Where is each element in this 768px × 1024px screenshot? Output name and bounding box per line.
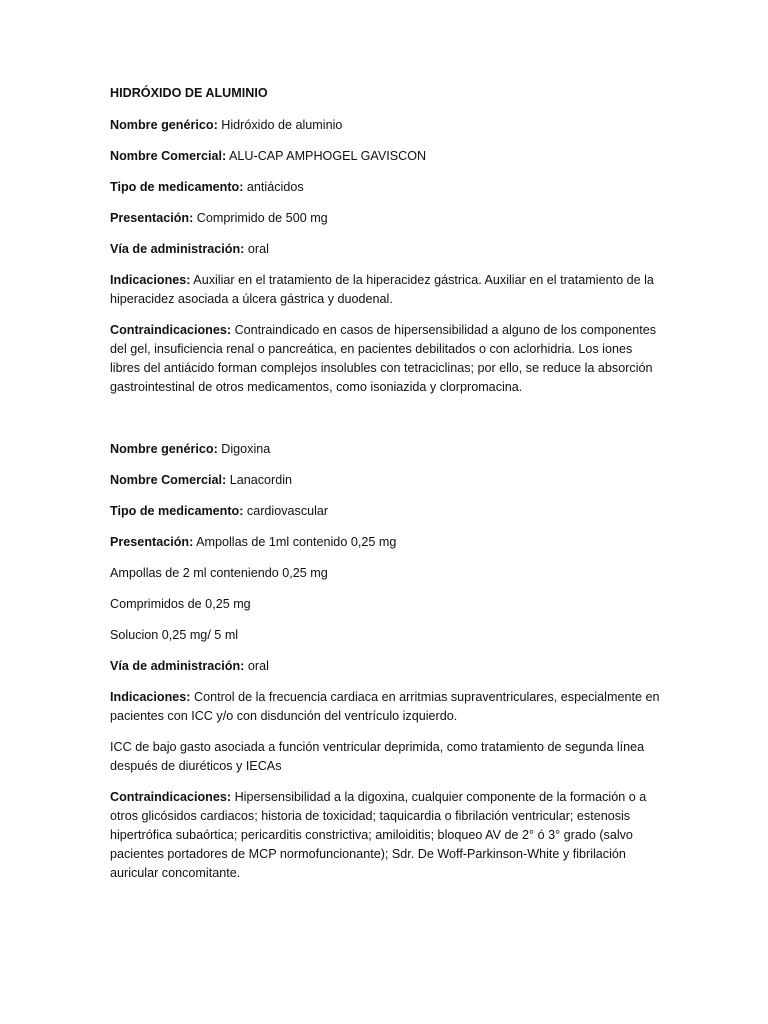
- document-page: [110, 84, 665, 895]
- generic-name-label: Nombre genérico:: [110, 442, 218, 456]
- commercial-name-field: [110, 471, 665, 490]
- presentation-value: Ampollas de 1ml contenido 0,25 mg: [196, 535, 397, 549]
- indications-field: [110, 688, 665, 726]
- indications-field: [110, 271, 665, 309]
- generic-name-field: [110, 440, 665, 459]
- indications-value: Control de la frecuencia cardiaca en arritmias supraventriculares, especialmente en pacientes con ICC y/o con disdunción del ventrículo izquierdo.: [110, 690, 660, 723]
- contraindications-value: Contraindicado en casos de hipersensibilidad a alguno de los componentes del gel, insuficiencia renal o pancreática, en pacientes debilitados o con aclorhidria. Los iones libres del antiácido forman complejos insolubles con tetraciclinas; por ello, se reduce la absorción gastrointestinal de otros medicamentos, como isoniazida y clorpromacina.: [110, 323, 657, 394]
- contraindications-field: [110, 788, 665, 883]
- generic-name-field: [110, 116, 665, 135]
- commercial-name-field: [110, 147, 665, 166]
- drug-title: HIDRÓXIDO DE ALUMINIO: [110, 86, 268, 100]
- drug-type-value: cardiovascular: [246, 504, 329, 518]
- presentation-label: Presentación:: [110, 535, 194, 549]
- route-field: [110, 240, 665, 259]
- route-label: Vía de administración:: [110, 242, 245, 256]
- presentation-value: Comprimido de 500 mg: [196, 211, 328, 225]
- indications-label: Indicaciones:: [110, 273, 191, 287]
- contraindications-value: Hipersensibilidad a la digoxina, cualquier componente de la formación o a otros glicósidos cardiacos; historia de toxicidad; taquicardia o fibrilación ventricular; estenosis hipertrófica subaórtica; pericarditis constrictiva; amiloiditis; bloqueo AV de 2° ó 3° grado (salvo pacientes portadores de MCP normofuncionante); Sdr. De Woff-Parkinson-White y fibrilación auricular concomitante.: [110, 790, 647, 880]
- generic-name-value: Hidróxido de aluminio: [221, 118, 343, 132]
- indications-extra-paragraph: ICC de bajo gasto asociada a función ventricular deprimida, como tratamiento de segunda línea después de diuréticos y IECAs: [110, 740, 645, 773]
- presentation-label: Presentación:: [110, 211, 194, 225]
- presentation-extra-line: Solucion 0,25 mg/ 5 ml: [110, 628, 239, 642]
- route-label: Vía de administración:: [110, 659, 245, 673]
- drug-section-aluminio: [110, 84, 665, 397]
- route-field: [110, 657, 665, 676]
- drug-type-field: [110, 178, 665, 197]
- drug-section-digoxina: [110, 440, 665, 883]
- commercial-name-label: Nombre Comercial:: [110, 149, 227, 163]
- drug-type-label: Tipo de medicamento:: [110, 180, 244, 194]
- contraindications-label: Contraindicaciones:: [110, 323, 232, 337]
- presentation-field: [110, 209, 665, 228]
- generic-name-label: Nombre genérico:: [110, 118, 218, 132]
- section-spacer: [110, 409, 665, 440]
- route-value: oral: [247, 659, 269, 673]
- route-value: oral: [247, 242, 269, 256]
- contraindications-label: Contraindicaciones:: [110, 790, 232, 804]
- indications-label: Indicaciones:: [110, 690, 191, 704]
- commercial-name-value: ALU-CAP AMPHOGEL GAVISCON: [229, 149, 427, 163]
- commercial-name-label: Nombre Comercial:: [110, 473, 227, 487]
- drug-type-value: antiácidos: [246, 180, 304, 194]
- presentation-field: [110, 533, 665, 552]
- commercial-name-value: Lanacordin: [229, 473, 293, 487]
- drug-type-label: Tipo de medicamento:: [110, 504, 244, 518]
- drug-type-field: [110, 502, 665, 521]
- indications-value: Auxiliar en el tratamiento de la hiperacidez gástrica. Auxiliar en el tratamiento de la hiperacidez asociada a úlcera gástrica y duodenal.: [110, 273, 654, 306]
- generic-name-value: Digoxina: [221, 442, 271, 456]
- presentation-extra-line: Ampollas de 2 ml conteniendo 0,25 mg: [110, 566, 328, 580]
- contraindications-field: [110, 321, 665, 397]
- presentation-extra-line: Comprimidos de 0,25 mg: [110, 597, 251, 611]
